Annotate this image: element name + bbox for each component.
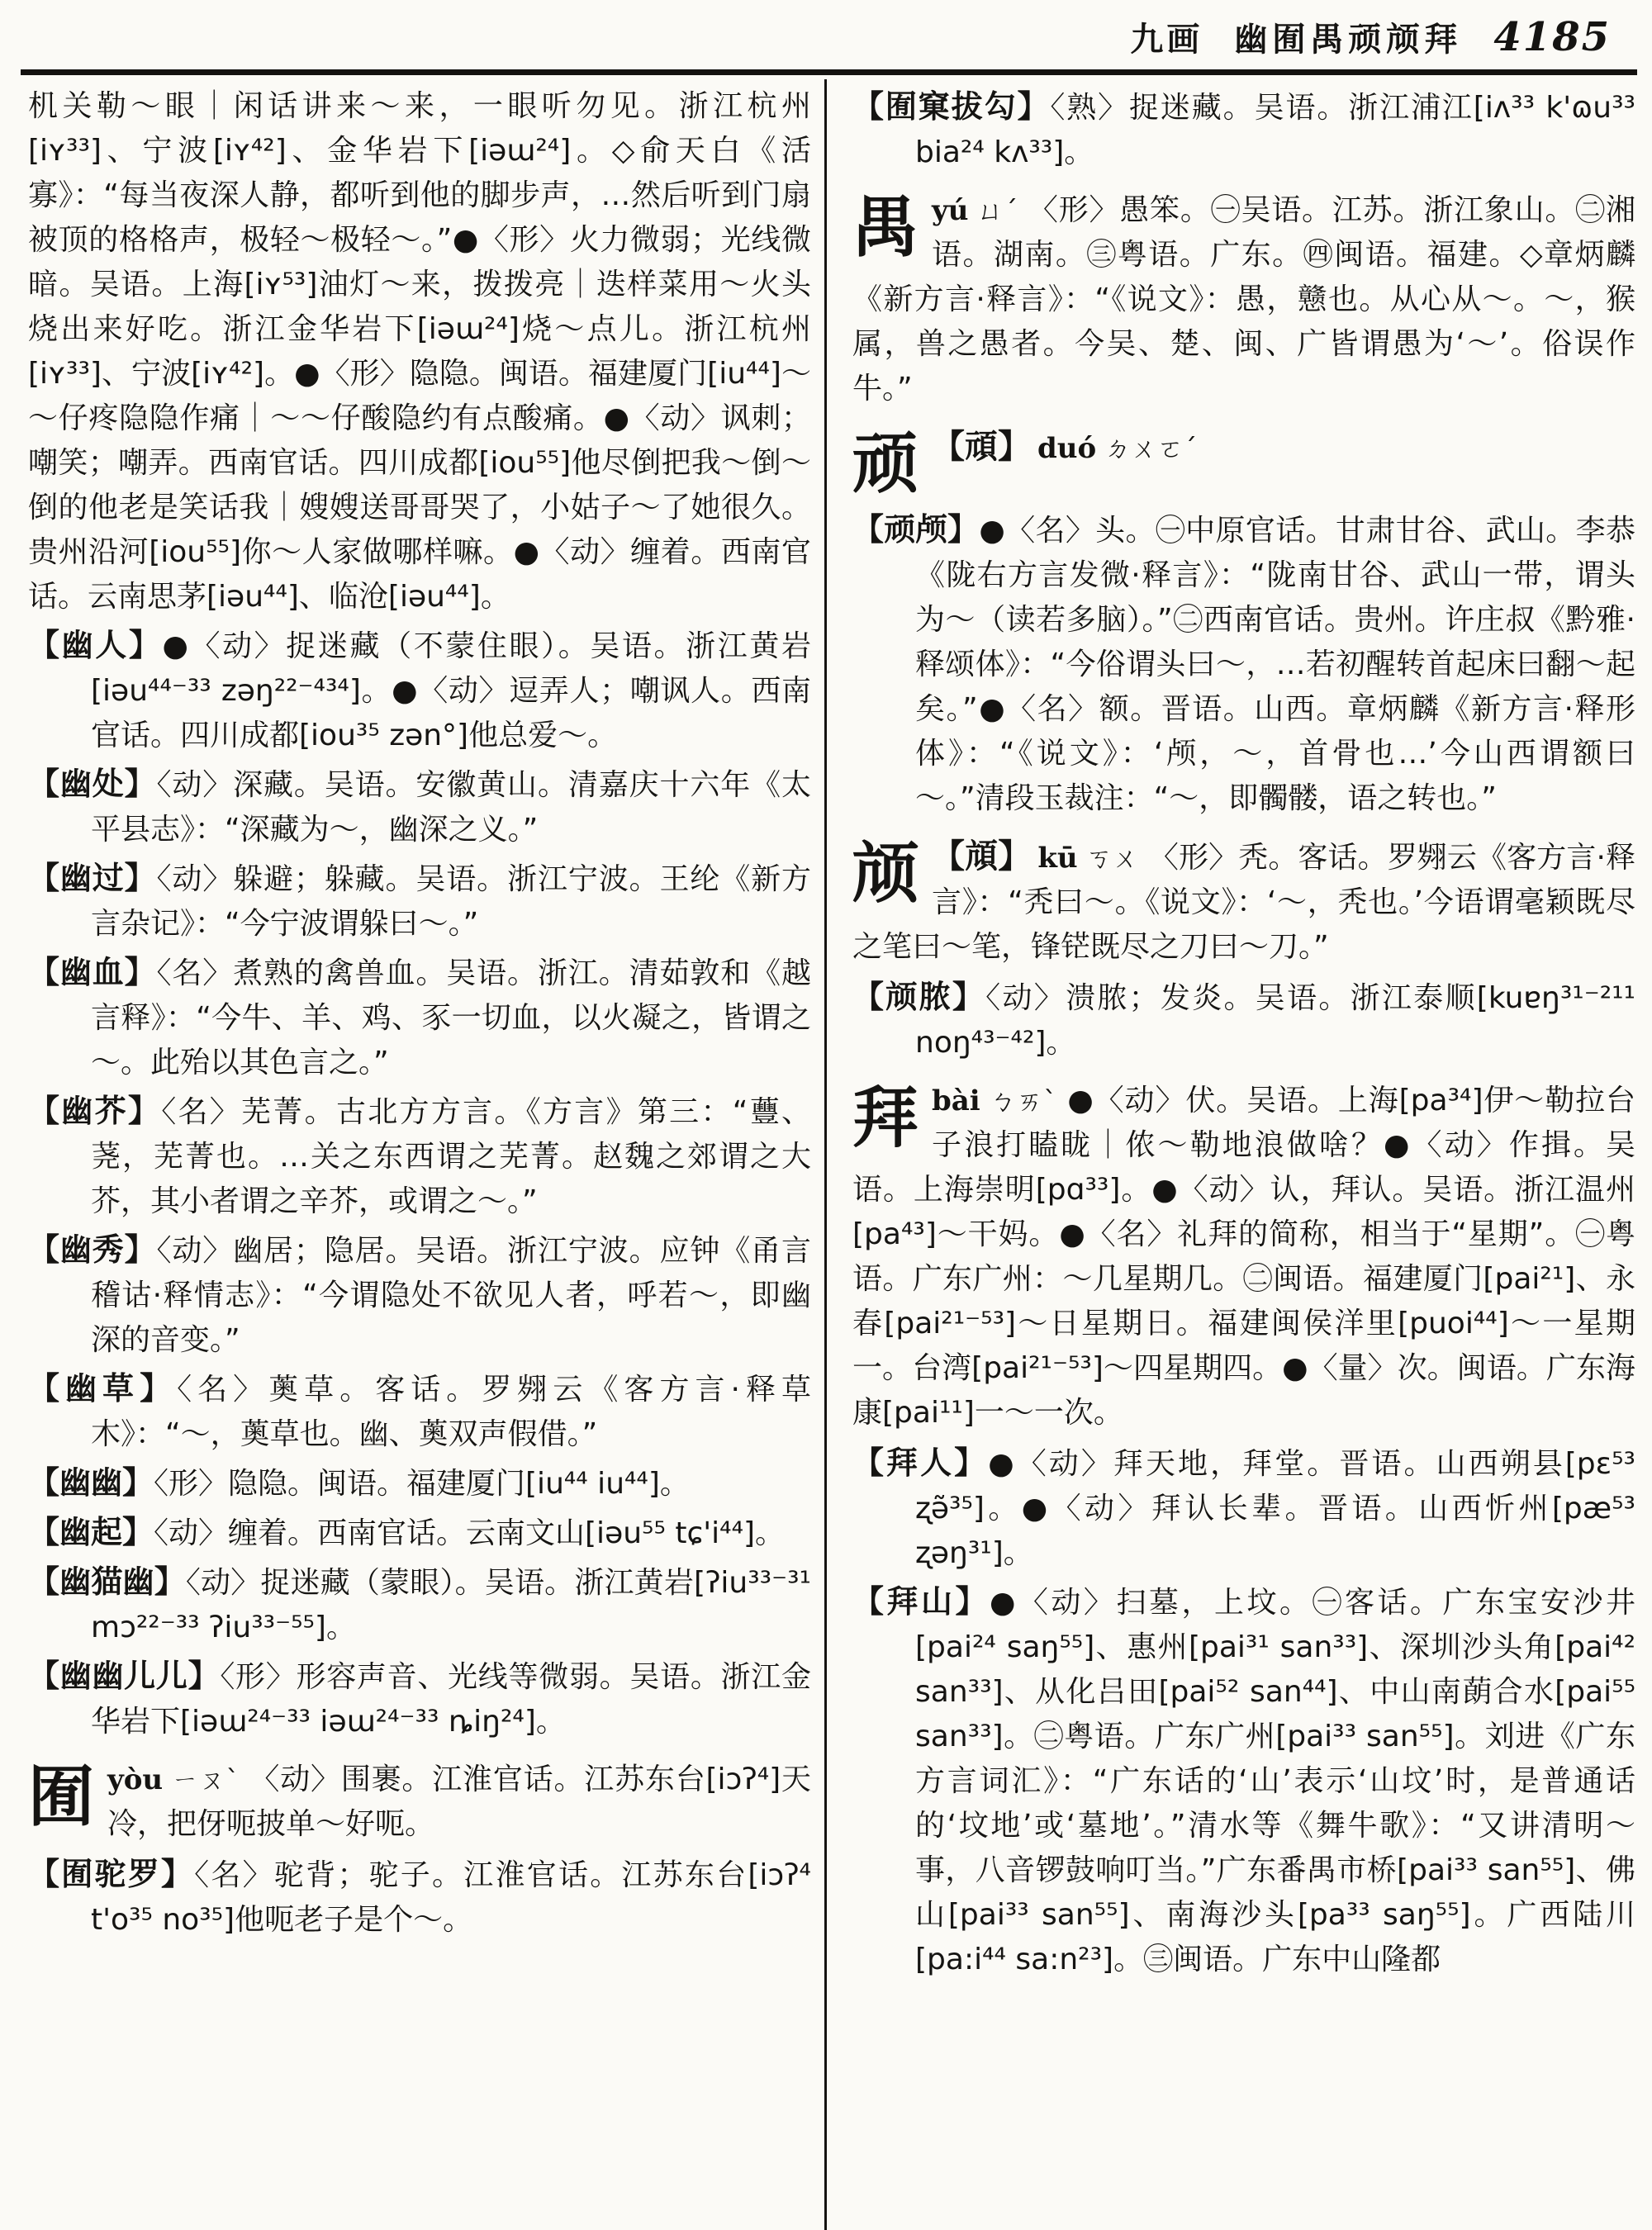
entry-you-mao-you [28, 1559, 811, 1650]
entry-ku-nong [852, 975, 1635, 1065]
entry-bai-ren [852, 1440, 1635, 1576]
entry-headword: 【幽过】 [28, 860, 157, 896]
entry-headword: 【幽草】 [28, 1370, 178, 1407]
entry-you2-big [28, 1758, 811, 1847]
entry-headword: 【幽芥】 [28, 1093, 162, 1129]
entry-headword: 【幽幽儿儿】 [28, 1658, 221, 1694]
entry-text: 机关勒～眼｜闲话讲来～来，一眼听勿见。浙江杭州[iʏ³³]、宁波[iʏ⁴²]、金华岩下[iəɯ²⁴]。◇俞天白《活寡》：“每当夜深人静，都听到他的脚步声，…然后听到门扇被顶的格格声，极轻～极轻～。”●〈形〉火力微弱；光线微暗。吴语。上海[iʏ⁵³]油灯～来，拨拨亮｜迭样菜用～火头烧出来好吃。浙江金华岩下[iəɯ²⁴]烧～点儿。浙江杭州[iʏ³³]、宁波[iʏ⁴²]。●〈形〉隐隐。闽语。福建厦门[iu⁴⁴]～～仔疼隐隐作痛｜～～仔酸隐约有点酸痛。●〈动〉讽刺；嘲笑；嘲弄。西南官话。四川成都[iou⁵⁵]他尽倒把我～倒～倒的他老是笑话我｜嫂嫂送哥哥哭了，小姑子～了她很久。贵州沿河[iou⁵⁵]你～人家做哪样嘛。●〈动〉缠着。西南官话。云南思茅[iəu⁴⁴]、临沧[iəu⁴⁴]。 [28, 89, 811, 614]
entry-headword: 【拜山】 [852, 1583, 990, 1620]
entry-headword: 【幽幽】 [28, 1464, 154, 1501]
header-rule [21, 69, 1637, 75]
headword-character: 颃 [852, 835, 919, 912]
entry-yu-big [852, 188, 1635, 411]
entry-text: ●〈动〉扫墓，上坟。㊀客话。广东宝安沙井[pai²⁴ saŋ⁵⁵]、惠州[pai³¹ san³³]、深圳沙头角[pai⁴² san³³]、从化吕田[pai⁵² san⁴⁴]、中山南蓢合水[pai⁵⁵ san³³]。㊁粤语。广东广州[pai³³ san⁵⁵]。刘进《广东方言词汇》：“广东话的‘山’表示‘山坟’时，是普通话的‘坟地’或‘墓地’。”清水等《舞牛歌》：“又讲清明～事，八音锣鼓响叮当。”广东番禺市桥[pai³³ san⁵⁵]、佛山[pai³³ san⁵⁵]、南海沙头[pa³³ saŋ⁵⁵]。广西陆川[pa:i⁴⁴ sa:n²³]。㊂闽语。广东中山隆都 [915, 1586, 1635, 1976]
entry-headword: 【幽人】 [28, 627, 163, 663]
pinyin: yú [932, 194, 969, 227]
entry-text: 〈名〉驼背；驼子。江淮官话。江苏东台[iɔʔ⁴ t'o³⁵ no³⁵]他呃老子是个～。 [91, 1858, 811, 1937]
entry-text: 〈名〉芜菁。古北方方言。《方言》第三：“蘴、荛，芜菁也。…关之东西谓之芜菁。赵魏之郊谓之大芥，其小者谓之辛芥，或谓之～。” [91, 1095, 811, 1218]
entry-text: 〈动〉躲避；躲藏。吴语。浙江宁波。王纶《新方言杂记》：“今宁波谓躲曰～。” [91, 862, 811, 941]
zhuyin: ㄉㄨㄛˊ [1104, 433, 1198, 464]
headword-character: 禺 [852, 189, 919, 266]
stroke-section-label: 九画 [1130, 21, 1203, 59]
entry-you-ke-ba-gou [852, 84, 1635, 175]
entry-text: ●〈名〉头。㊀中原官话。甘肃甘谷、武山。李恭《陇右方言发微·释言》：“陇南甘谷、武山一带，谓头为～（读若多脑）。”㊁西南官话。贵州。许庄叔《黔雅·释颂体》：“今俗谓头曰～，…若初醒转首起床曰翻～起矣。”●〈名〉额。晋语。山西。章炳麟《新方言·释形体》：“《说文》：‘颅，～，首骨也…’今山西谓额曰～。”清段玉裁注：“～，即髑髅，语之转也。” [915, 514, 1635, 815]
entry-text: 〈动〉缠着。西南官话。云南文山[iəu⁵⁵ tɕ'i⁴⁴]。 [154, 1516, 786, 1550]
entry-you-jie [28, 1089, 811, 1224]
entry-text: 〈形〉形容声音、光线等微弱。吴语。浙江金华岩下[iəɯ²⁴⁻³³ iəɯ²⁴⁻³³ ȵiŋ²⁴]。 [91, 1660, 811, 1739]
entry-you-qi [28, 1510, 811, 1556]
entry-text: 〈动〉幽居；隐居。吴语。浙江宁波。应钟《甬言稽诂·释情志》：“今谓隐处不欲见人者，呼若～，即幽深的音变。” [91, 1234, 811, 1357]
entry-duo-lu [852, 507, 1635, 821]
right-column [852, 84, 1635, 1986]
entry-text: 〈形〉秃。客话。罗翙云《客方言·释言》：“秃曰～。《说文》：‘～，秃也。’今语谓毫颖既尽之笔曰～笔，锋铓既尽之刀曰～刀。” [852, 841, 1635, 964]
entry-you-continuation [28, 84, 811, 619]
entry-you-you [28, 1460, 811, 1506]
entry-text: ●〈动〉捉迷藏（不蒙住眼）。吴语。浙江黄岩[iəu⁴⁴⁻³³ zəŋ²²⁻⁴³⁴]。●〈动〉逗弄人；嘲讽人。西南官话。四川成都[iou³⁵ zən°]他总爱～。 [91, 629, 811, 752]
entry-text: 〈形〉愚笨。㊀吴语。江苏。浙江象山。㊁湘语。湖南。㊂粤语。广东。㊃闽语。福建。◇章炳麟《新方言·释言》：“《说文》：愚，戆也。从心从～。～，猴属，兽之愚者。今吴、楚、闽、广皆谓愚为‘～’。俗误作牛。” [852, 193, 1635, 406]
entry-text: 〈名〉薁草。客话。罗翙云《客方言·释草木》：“～，薁草也。幽、薁双声假借。” [91, 1373, 811, 1451]
entry-text: ●〈动〉伏。吴语。上海[pa³⁴]伊～勒拉台子浪打瞌眬｜侬～勒地浪做啥？●〈动〉作揖。吴语。上海崇明[pɑ³³]。●〈动〉认，拜认。吴语。浙江温州[pa⁴³]～干妈。●〈名〉礼拜的简称，相当于“星期”。㊀粤语。广东广州：～几星期几。㊁闽语。福建厦门[pai²¹]、永春[pai²¹⁻⁵³]～日星期日。福建闽侯洋里[puoi⁴⁴]～一星期一。台湾[pai²¹⁻⁵³]～四星期四。●〈量〉次。闽语。广东海康[pai¹¹]一～一次。 [852, 1084, 1635, 1430]
entry-you-cao [28, 1366, 811, 1457]
entry-headword: 【拜人】 [852, 1445, 989, 1481]
entry-text: ●〈动〉拜天地，拜堂。晋语。山西朔县[pɛ⁵³ ʐə̃³⁵]。●〈动〉拜认长辈。晋语。山西忻州[pæ⁵³ ʐəŋ³¹]。 [915, 1447, 1635, 1570]
page-header [1130, 13, 1611, 60]
pinyin: duó [1037, 432, 1097, 465]
entry-you-tuo-luo [28, 1852, 811, 1943]
column-divider [824, 79, 827, 2230]
entry-text: 〈熟〉捉迷藏。吴语。浙江浦江[iʌ³³ k'ɷu³³ bia²⁴ kʌ³³]。 [915, 91, 1635, 169]
entry-you-xiu [28, 1227, 811, 1363]
entry-text: 〈动〉溃脓；发炎。吴语。浙江泰顺[kuɐŋ³¹⁻²¹¹ noŋ⁴³⁻⁴²]。 [915, 981, 1635, 1060]
entry-text: 〈动〉捉迷藏（蒙眼）。吴语。浙江黄岩[ʔiu³³⁻³¹ mɔ²²⁻³³ ʔiu³³⁻⁵⁵]。 [91, 1566, 811, 1644]
entry-ku-big [852, 834, 1635, 970]
pinyin: bài [932, 1084, 980, 1117]
entry-text: 〈形〉隐隐。闽语。福建厦门[iu⁴⁴ iu⁴⁴]。 [154, 1467, 690, 1501]
entry-duo-big [852, 425, 1635, 502]
entry-you-guo [28, 856, 811, 947]
entry-headword: 【幽起】 [28, 1514, 154, 1550]
entry-text: 〈动〉围裹。江淮官话。江苏东台[iɔʔ⁴]天冷，把伢呃披单～好呃。 [107, 1763, 811, 1841]
entry-bai-shan [852, 1579, 1635, 1982]
entry-headword: 【顽颅】 [852, 511, 980, 548]
entry-headword: 【囿窠拔勾】 [852, 88, 1051, 125]
entry-headword: 【幽猫幽】 [28, 1563, 186, 1600]
entry-bai-big [852, 1079, 1635, 1435]
zhuyin: ㄧㄡˋ [171, 1764, 240, 1796]
headword-character: 囿 [28, 1758, 94, 1835]
headword-character: 顽 [852, 425, 919, 502]
entry-headword: 【幽处】 [28, 766, 157, 802]
entry-you-chu [28, 762, 811, 852]
headword-character: 拜 [852, 1079, 919, 1156]
entry-text: 〈动〉深藏。吴语。安徽黄山。清嘉庆十六年《太平县志》：“深藏为～，幽深之义。” [91, 768, 811, 847]
entry-headword: 【颃脓】 [852, 979, 986, 1015]
entry-you-xue [28, 950, 811, 1085]
traditional-form: 【頏】 [932, 837, 1032, 875]
entry-you-ren [28, 623, 811, 758]
entry-headword: 【幽血】 [28, 954, 157, 990]
entry-you-you-er-er [28, 1654, 811, 1744]
left-column [28, 84, 811, 1946]
zhuyin: ㄩˊ [976, 195, 1018, 226]
zhuyin: ㄎㄨ [1085, 842, 1139, 874]
entry-headword: 【幽秀】 [28, 1231, 157, 1268]
pinyin: yòu [107, 1763, 164, 1796]
page-number: 4185 [1493, 14, 1611, 60]
zhuyin: ㄅㄞˋ [988, 1085, 1058, 1117]
entry-headword: 【囿驼罗】 [28, 1856, 195, 1892]
entry-text: 〈名〉煮熟的禽兽血。吴语。浙江。清茹敦和《越言释》：“今牛、羊、鸡、豕一切血，以火凝之，皆谓之～。此殆以其色言之。” [91, 956, 811, 1079]
pinyin: kū [1037, 842, 1078, 875]
index-characters: 幽囿禺顽颃拜 [1234, 21, 1463, 59]
traditional-form: 【頑】 [932, 428, 1031, 466]
